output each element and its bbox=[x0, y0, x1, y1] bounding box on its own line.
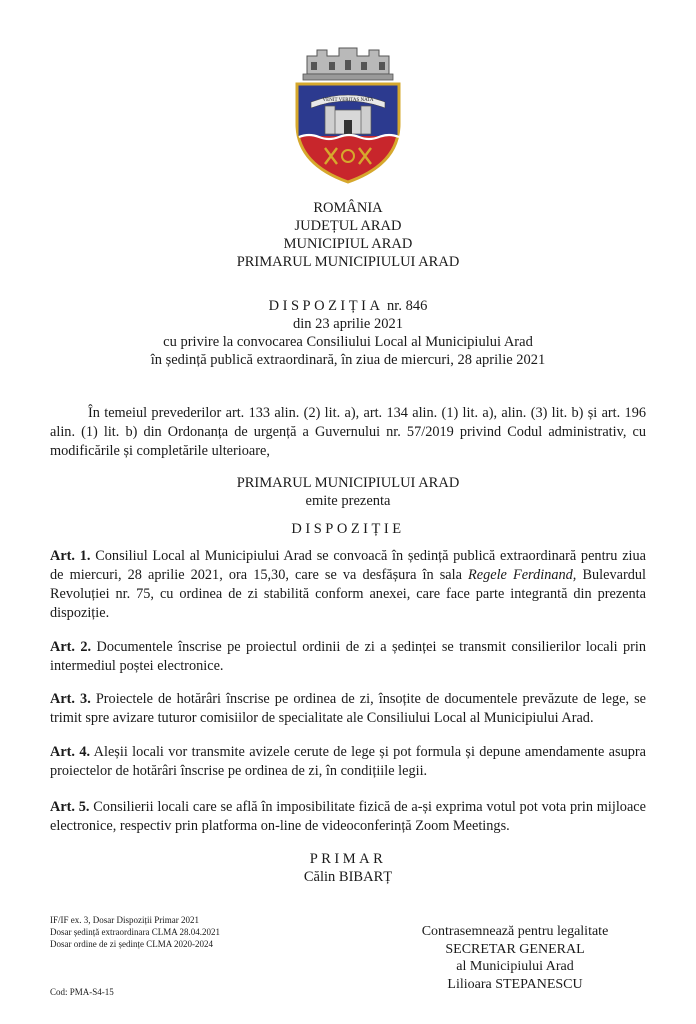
article-1 bbox=[50, 547, 646, 623]
disposition-heading bbox=[0, 297, 696, 369]
article-label: Art. 1. bbox=[50, 548, 91, 564]
county-line: JUDEȚUL ARAD bbox=[294, 218, 402, 234]
countersign-institution: al Municipiului Arad bbox=[456, 959, 574, 974]
article-text-cont: Bulevardul Revoluției nr. 75, cu ordinea de zi stabilită conform anexei, care face parte integrantă din prezenta dispoziție. bbox=[50, 567, 646, 621]
disposition-date: din 23 aprilie 2021 bbox=[293, 316, 403, 332]
article-text: Aleșii locali vor transmite avizele cerute de lege și pot formula și depune amendamente asupra proiectelor de hotărâri înscrise pe ordinea de zi, în condițiile legii. bbox=[50, 744, 646, 779]
municipality-line: MUNICIPIUL ARAD bbox=[283, 236, 413, 252]
article-4 bbox=[50, 743, 646, 781]
room-name: Regele Ferdinand, bbox=[468, 567, 577, 583]
mayor-name: Călin BIBARȚ bbox=[303, 869, 393, 885]
issuer-action: emite prezenta bbox=[305, 493, 391, 509]
crest-motto: VENIT VERITAS NATA bbox=[322, 98, 374, 103]
filing-line-1: IF/IF ex. 3, Dosar Dispoziții Primar 2021 bbox=[50, 915, 199, 925]
shield-icon bbox=[297, 84, 399, 182]
mayor-office-line: PRIMARUL MUNICIPIULUI ARAD bbox=[236, 254, 460, 270]
disposition-number: nr. 846 bbox=[387, 298, 428, 314]
disposition-section-heading: DISPOZIȚIE bbox=[291, 521, 405, 537]
countersign-block bbox=[400, 923, 630, 993]
preamble-paragraph: În temeiul prevederilor art. 133 alin. (2) lit. a), art. 134 alin. (1) lit. a), alin. (3) lit. b) și art. 196 alin. (1) lit. b) din Ordonanța de urgență a Guvernului nr. 57/2019 privind Codul administrativ, cu modificările și completările ulterioare, bbox=[50, 405, 646, 459]
disposition-subject-1: cu privire la convocarea Consiliului Local al Municipiului Arad bbox=[163, 334, 533, 350]
filing-line-3: Dosar ordine de zi ședințe CLMA 2020-2024 bbox=[50, 939, 213, 949]
article-label: Art. 2. bbox=[50, 639, 92, 655]
article-5 bbox=[50, 798, 646, 836]
countersign-name: Lilioara STEPANESCU bbox=[447, 976, 583, 992]
issuer-block bbox=[0, 474, 696, 510]
disposition-subject-2: în ședință publică extraordinară, în ziua de miercuri, 28 aprilie 2021 bbox=[150, 352, 546, 368]
form-code: Cod: PMA-S4-15 bbox=[50, 987, 114, 997]
article-text: Consilierii locali care se află în imposibilitate fizică de a-și exprima votul pot vota prin mijloace electronice, respectiv prin platforma on-line de videoconferință Zoom Meetings. bbox=[50, 799, 646, 834]
filing-notes bbox=[50, 914, 220, 950]
article-text: Consiliul Local al Municipiului Arad se convoacă în ședință publică extraordinară pentru ziua de miercuri, 28 aprilie 2021, ora 15,30, care se va desfășura în sala bbox=[50, 548, 647, 583]
article-2 bbox=[50, 638, 646, 676]
article-3 bbox=[50, 690, 646, 728]
article-label: Art. 5. bbox=[50, 799, 90, 815]
filing-line-2: Dosar ședință extraordinara CLMA 28.04.2021 bbox=[50, 927, 220, 937]
article-label: Art. 3. bbox=[50, 691, 91, 707]
countersign-role: SECRETAR GENERAL bbox=[445, 941, 585, 957]
article-label: Art. 4. bbox=[50, 744, 91, 760]
arad-coat-of-arms bbox=[289, 44, 407, 184]
disposition-title: DISPOZIȚIA bbox=[268, 298, 384, 314]
mayor-signature bbox=[0, 850, 696, 886]
issuer-line: PRIMARUL MUNICIPIULUI ARAD bbox=[236, 475, 460, 491]
article-text: Proiectele de hotărâri înscrise pe ordinea de zi, însoțite de documentele prevăzute de lege, se trimit spre avizare tuturor comisiilor de specialitate ale Consiliului Local al Municipiului Arad. bbox=[50, 691, 646, 726]
country-line: ROMÂNIA bbox=[313, 200, 383, 216]
countersign-line-1: Contrasemnează pentru legalitate bbox=[421, 924, 609, 939]
article-text: Documentele înscrise pe proiectul ordinii de zi a ședinței se transmit consilierilor locali prin intermediul poștei electronice. bbox=[50, 639, 646, 674]
mayor-title: PRIMAR bbox=[309, 851, 387, 867]
document-header bbox=[0, 199, 696, 271]
mural-crown-icon bbox=[303, 48, 393, 80]
